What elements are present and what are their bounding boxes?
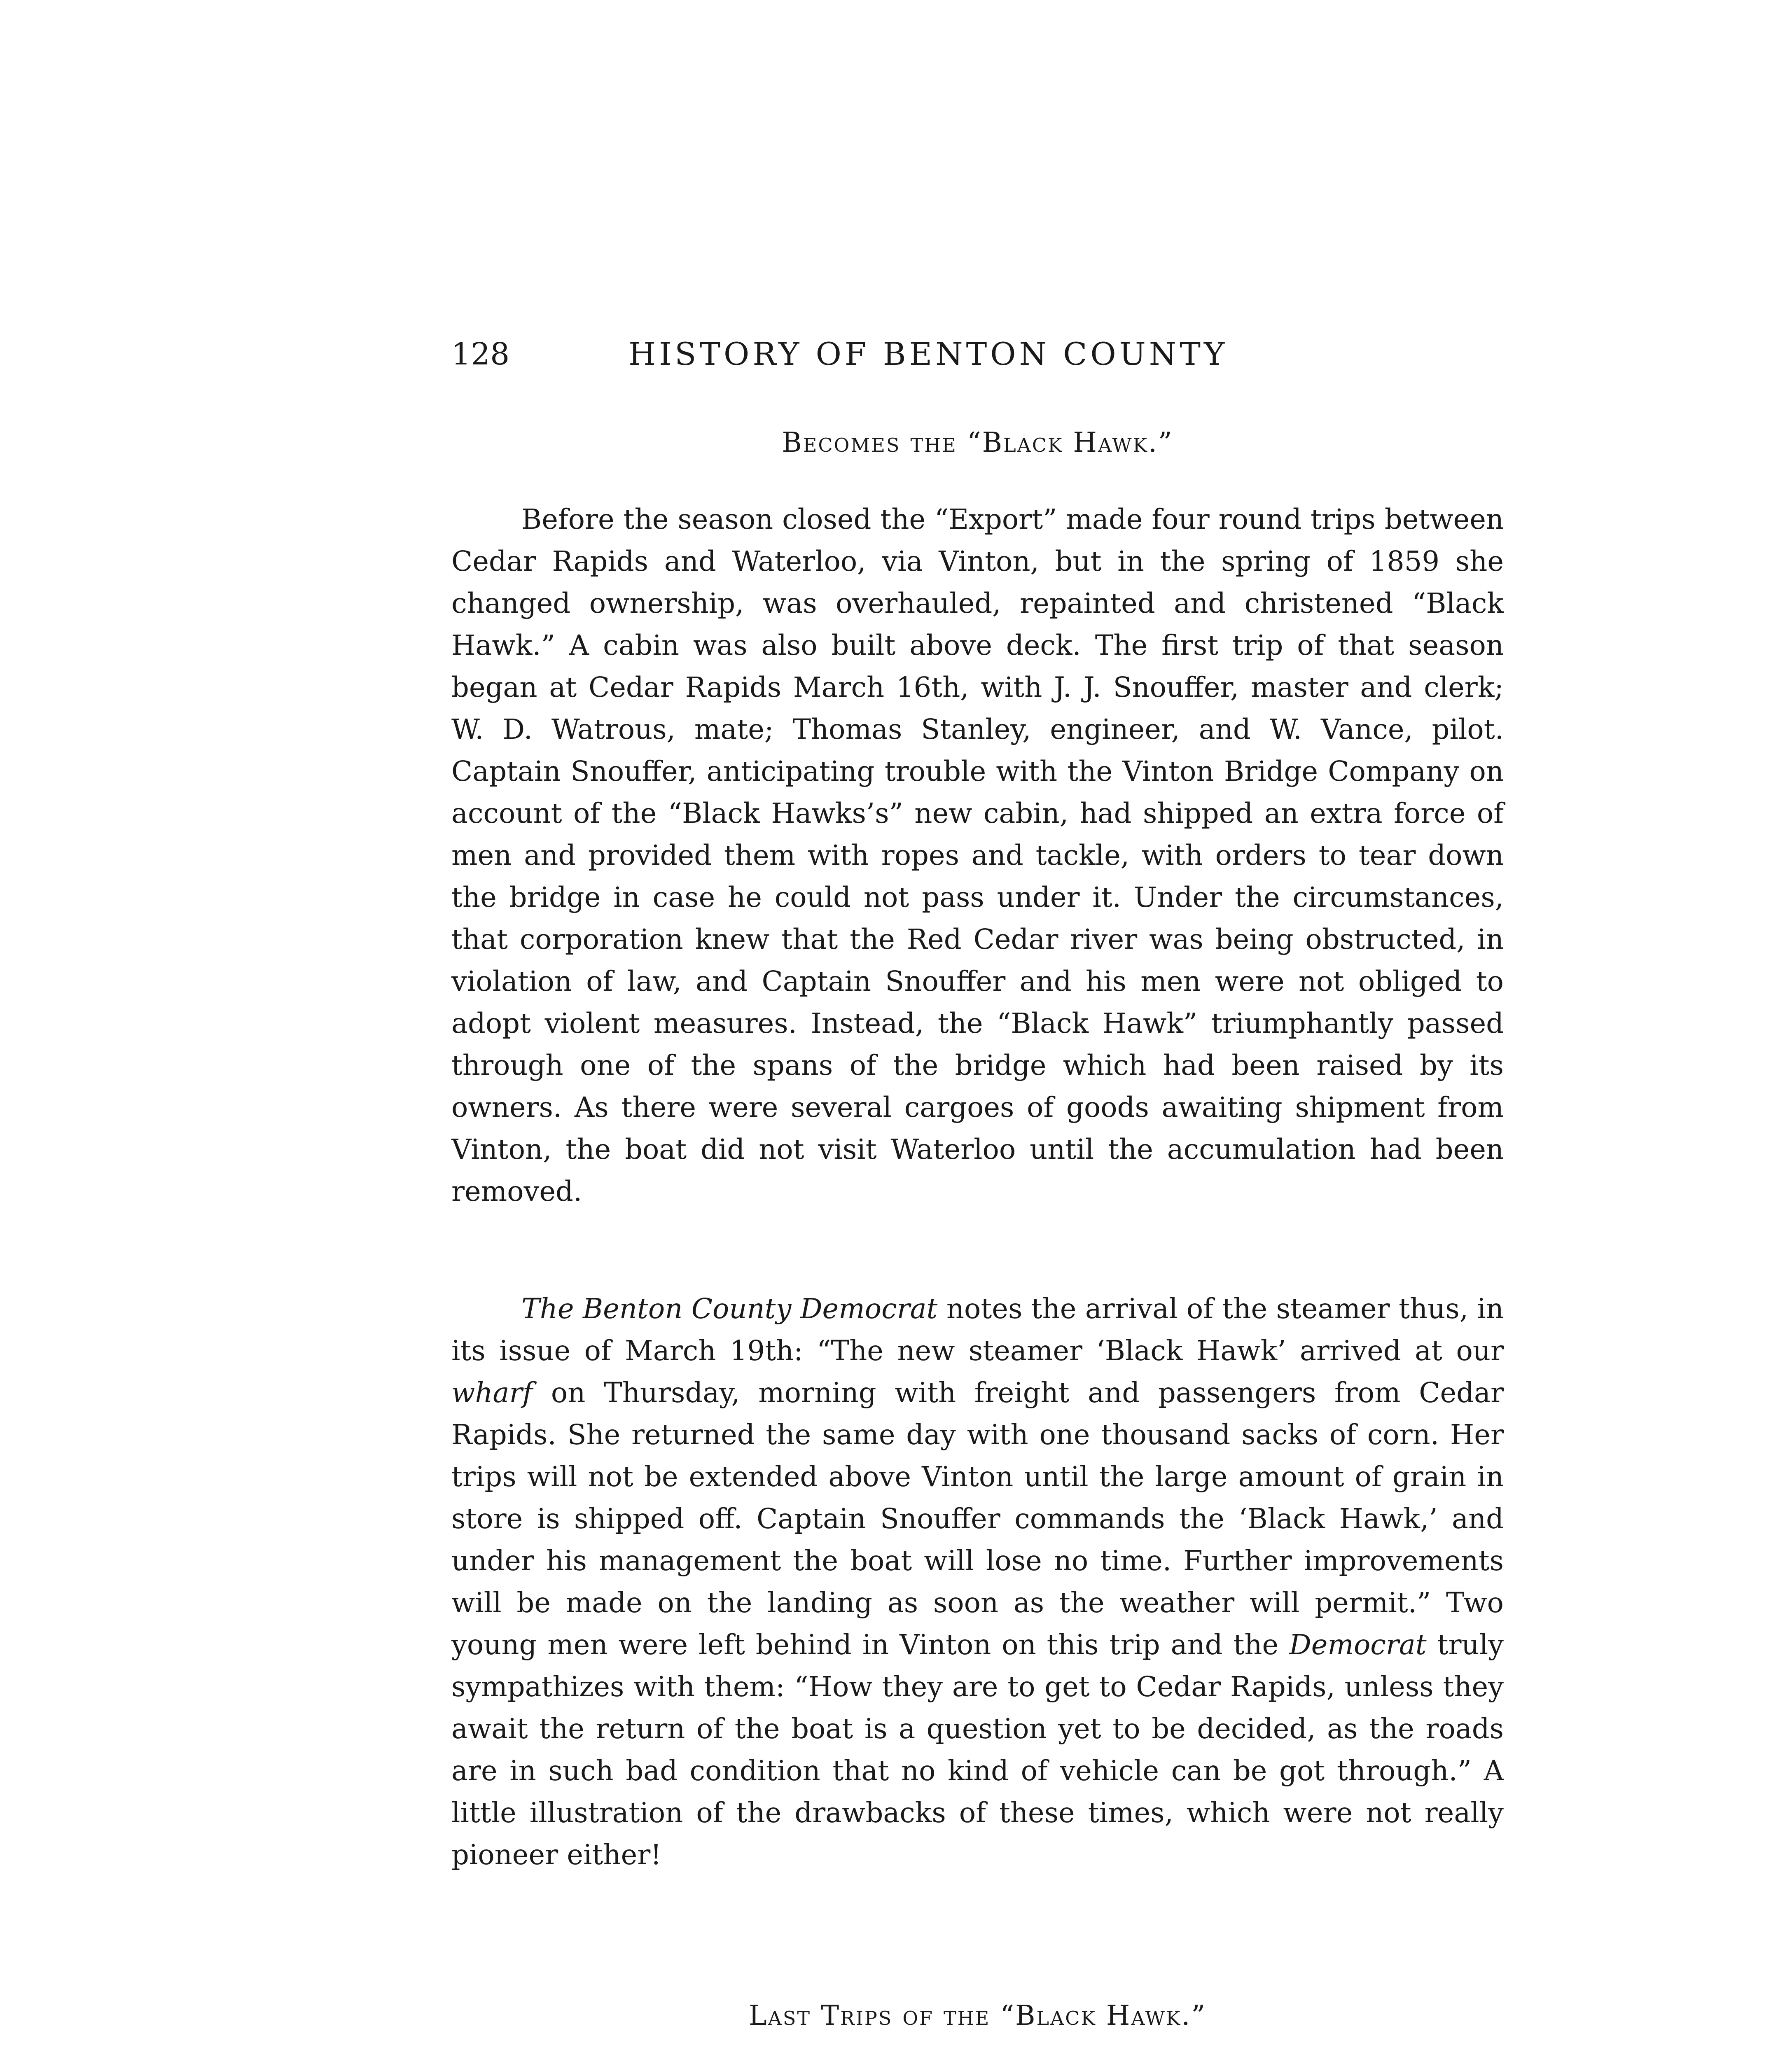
- section-heading-last-trips: Last Trips of the “Black Hawk.”: [748, 2000, 1207, 2031]
- paragraph-democrat-notice: [451, 1288, 1504, 1876]
- paragraph-export-renamed: Before the season closed the “Export” made four round trips between Cedar Rapids and Waterloo, via Vinton, but in the spring of 1859 she changed ownership, was overhauled, repainted and christened “Black Hawk.” A cabin was also built above deck. The first trip of that season began at Cedar Rapids March 16th, with J. J. Snouffer, master and clerk; W. D. Watrous, mate; Thomas Stanley, engineer, and W. Vance, pilot. Captain Snouffer, anticipating trouble with the Vinton Bridge Company on account of the “Black Hawks’s” new cabin, had shipped an extra force of men and provided them with ropes and tackle, with orders to tear down the bridge in case he could not pass under it. Under the circumstances, that corporation knew that the Red Cedar river was being obstructed, in violation of law, and Captain Snouffer and his men were not obliged to adopt violent measures. Instead, the “Black Hawk” triumphantly passed through one of the spans of the bridge which had been raised by its owners. As there were several cargoes of goods awaiting shipment from Vinton, the boat did not visit Waterloo until the accumulation had been removed.: [451, 503, 1504, 1207]
- paragraph-text-segment: notes the arrival of the steamer thus, in its issue of March 19th: “The new steamer ‘Black Hawk’ arrived at our: [451, 1293, 1504, 1367]
- section-heading-becomes-black-hawk: Becomes the “Black Hawk.”: [782, 427, 1173, 458]
- italic-word-democrat: Democrat: [1289, 1629, 1427, 1661]
- running-head: [451, 334, 1298, 375]
- italic-word-wharf: wharf: [451, 1377, 533, 1409]
- page-number: 128: [451, 336, 510, 372]
- newspaper-title: The Benton County Democrat: [521, 1293, 938, 1325]
- running-title: HISTORY OF BENTON COUNTY: [628, 336, 1228, 372]
- paragraph-text-segment: truly sympathizes with them: “How they are to get to Cedar Rapids, unless they await the return of the boat is a question yet to be decided, as the roads are in such bad condition that no kind of vehicle can be got through.” A little illustration of the drawbacks of these times, which were not really pioneer either!: [451, 1629, 1504, 1871]
- paragraph-text-segment: on Thursday, morning with freight and passengers from Cedar Rapids. She returned the same day with one thousand sacks of corn. Her trips will not be extended above Vinton until the large amount of grain in store is shipped off. Captain Snouffer commands the ‘Black Hawk,’ and under his management the boat will lose no time. Further improvements will be made on the landing as soon as the weather will permit.” Two young men were left behind in Vinton on this trip and the: [451, 1377, 1504, 1661]
